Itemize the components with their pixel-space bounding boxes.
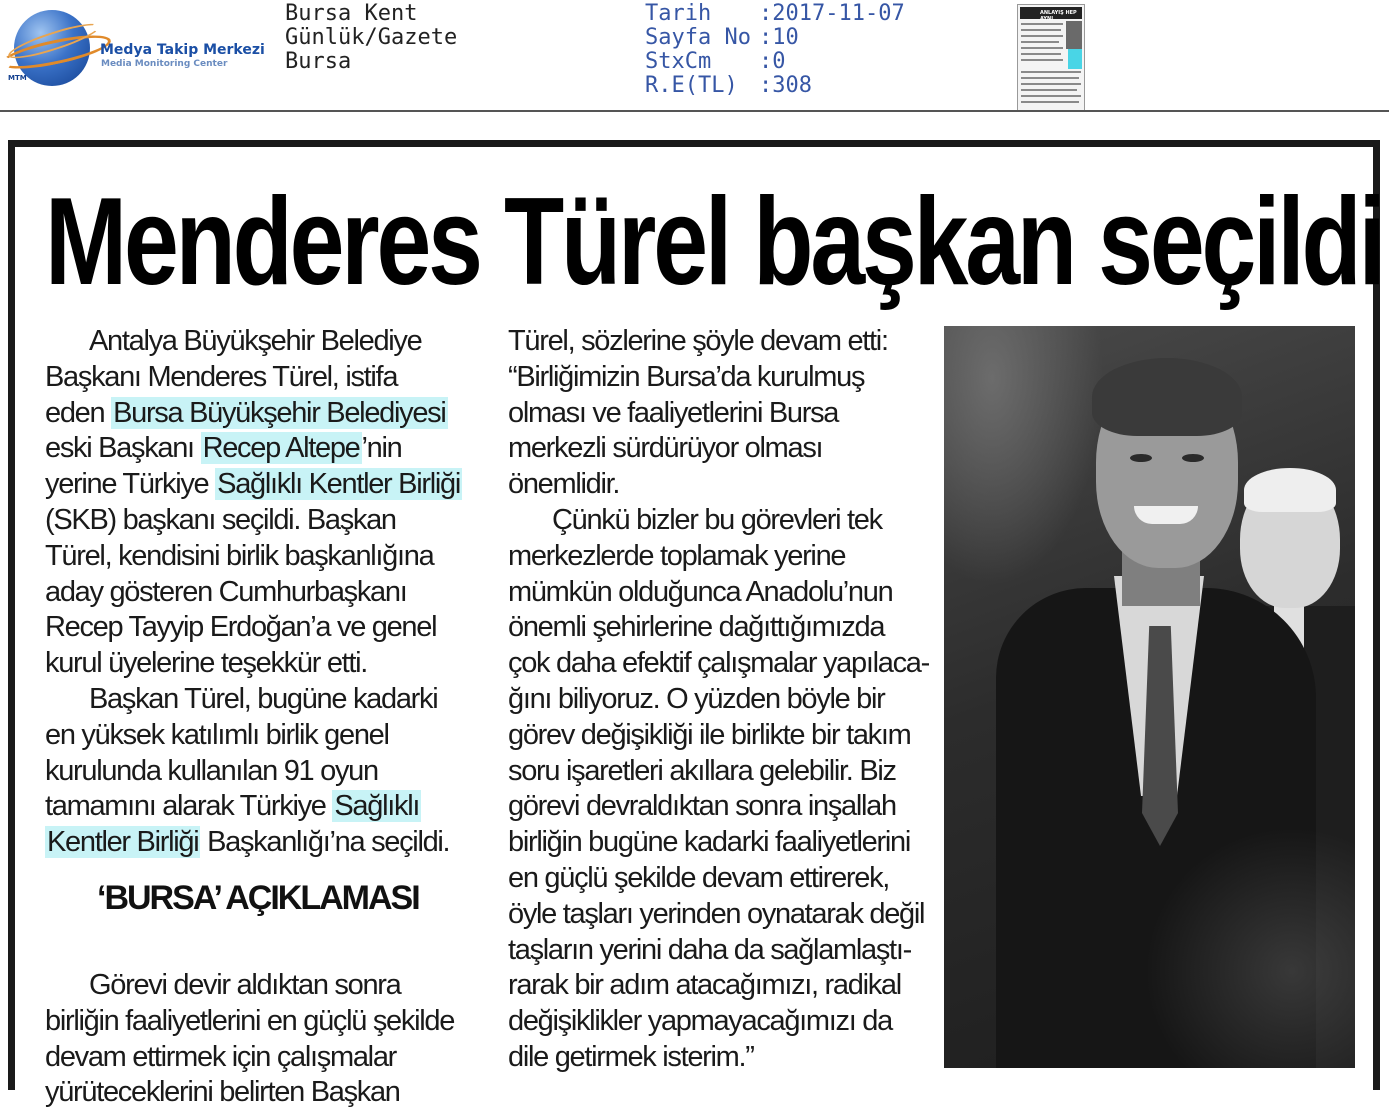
text-line: değişiklikler yapmayacağımızı da xyxy=(508,1005,892,1038)
text-line: merkezli sürdürüyor olması xyxy=(508,432,823,465)
text-line: soru işaretleri akıllara gelebilir. Biz xyxy=(508,754,896,787)
text-line: çok daha efektif çalışmalar yapılaca- xyxy=(508,647,929,680)
text-line: yürüteceklerini belirten Başkan xyxy=(45,1076,400,1109)
text-line xyxy=(45,431,495,467)
text-line: öyle taşları yerinden oynatarak değil xyxy=(508,897,925,930)
meta-value: :10 xyxy=(759,25,799,50)
text-run: yerine Türkiye xyxy=(45,468,216,501)
thumbnail-masthead xyxy=(1020,7,1082,22)
monitoring-header xyxy=(0,0,1389,112)
main-person-eye xyxy=(1130,454,1152,462)
text-line: Antalya Büyükşehir Belediye xyxy=(89,325,422,357)
logo-subtitle: Media Monitoring Center xyxy=(101,59,228,69)
thumbnail-text-line xyxy=(1021,47,1063,49)
text-line: dile getirmek isterim.” xyxy=(508,1040,754,1073)
text-line: en yüksek katılımlı birlik genel xyxy=(45,718,389,751)
highlighted-keyword: Bursa Büyükşehir Belediyesi xyxy=(113,396,446,429)
meta-label: StxCm xyxy=(645,49,712,74)
thumbnail-text-line xyxy=(1021,77,1079,79)
text-line: en güçlü şekilde devam ettirerek, xyxy=(508,861,890,894)
meta-value: :308 xyxy=(759,73,812,98)
thumbnail-text-line xyxy=(1021,71,1081,73)
main-person-eye xyxy=(1182,454,1204,462)
text-line: (SKB) başkanı seçildi. Başkan xyxy=(45,503,396,536)
article-clipping xyxy=(8,140,1383,1109)
text-run: Başkanlığı’na seçildi. xyxy=(200,826,450,859)
text-line: devam ettirmek için çalışmalar xyxy=(45,1040,396,1073)
meta-row-page xyxy=(645,26,905,50)
article-column-2 xyxy=(508,324,948,1076)
meta-value: :0 xyxy=(759,49,786,74)
publication-city: Bursa xyxy=(285,49,352,74)
highlighted-keyword: Sağlıklı Kentler Birliği xyxy=(217,468,460,501)
text-line: önemlidir. xyxy=(508,468,620,501)
thumbnail-text-line xyxy=(1021,101,1079,103)
clipping-meta xyxy=(645,2,905,98)
meta-row-ad-equivalent xyxy=(645,74,905,98)
background-person-hair xyxy=(1244,468,1336,512)
highlighted-keyword: Kentler Birliği xyxy=(47,826,199,859)
thumbnail-text-line xyxy=(1021,29,1061,31)
text-line: önemli şehirlerine dağıttığımızda xyxy=(508,611,885,644)
text-line: mümkün olduğunca Anadolu’nun xyxy=(508,575,893,608)
text-line: merkezlerde toplamak yerine xyxy=(508,539,846,572)
text-line: rarak bir adım atacağımızı, radikal xyxy=(508,969,901,1002)
publication-type: Günlük/Gazete xyxy=(285,25,458,50)
photo-light xyxy=(944,326,1104,586)
text-line xyxy=(45,467,495,503)
publication-name: Bursa Kent xyxy=(285,1,418,26)
thumbnail-text-line xyxy=(1021,35,1063,37)
text-line: görev değişikliği ile birlikte bir takım xyxy=(508,718,911,751)
highlighted-keyword: Sağlıklı xyxy=(334,790,420,823)
article-photo xyxy=(944,326,1355,1068)
text-run: eski Başkanı xyxy=(45,432,201,465)
mtm-logo xyxy=(0,2,282,94)
meta-row-date xyxy=(645,2,905,26)
article-headline: Menderes Türel başkan seçildi xyxy=(45,173,1383,311)
text-line: Görevi devir aldıktan sonra xyxy=(89,968,401,1001)
publication-info xyxy=(285,2,457,74)
text-line: Başkan Türel, bugüne kadarki xyxy=(89,682,438,715)
thumbnail-highlight xyxy=(1068,49,1082,69)
text-line: kurul üyelerine teşekkür etti. xyxy=(45,647,368,680)
text-run: tamamını alarak Türkiye xyxy=(45,790,333,823)
article-column-1 xyxy=(45,324,495,1111)
thumbnail-text-line xyxy=(1021,23,1063,25)
text-line: Türel, sözlerine şöyle devam etti: xyxy=(508,325,888,357)
thumbnail-text-line xyxy=(1021,89,1077,91)
text-line: birliğin faaliyetlerini en güçlü şekilde xyxy=(45,1004,455,1037)
text-line xyxy=(45,789,495,825)
text-run: eden xyxy=(45,396,112,429)
highlighted-keyword: Recep Altepe xyxy=(202,432,360,465)
thumbnail-headline: ANLAYIŞ HEP AYNI xyxy=(1040,10,1077,22)
logo-abbr: MTM xyxy=(8,74,27,82)
header-divider xyxy=(0,110,1389,112)
text-line: aday gösteren Cumhurbaşkanı xyxy=(45,575,407,608)
main-person-smile xyxy=(1134,506,1198,524)
text-line xyxy=(45,825,495,861)
text-line: Başkanı Menderes Türel, istifa xyxy=(45,360,398,393)
text-line: ğını biliyoruz. O yüzden böyle bir xyxy=(508,682,885,715)
text-line: Çünkü bizler bu görevleri tek xyxy=(552,503,882,536)
meta-value: :2017-11-07 xyxy=(759,1,905,26)
thumbnail-photo xyxy=(1066,21,1082,49)
main-person-hair xyxy=(1092,358,1242,436)
meta-label: R.E(TL) xyxy=(645,73,738,98)
text-line: görevi devraldıktan sonra inşallah xyxy=(508,790,896,823)
text-line: olması ve faaliyetlerini Bursa xyxy=(508,396,839,429)
page-thumbnail[interactable] xyxy=(1017,4,1085,111)
text-line: birliğin bugüne kadarki faaliyetlerini xyxy=(508,826,910,859)
text-line: Türel, kendisini birlik başkanlığına xyxy=(45,539,434,572)
meta-label: Sayfa No xyxy=(645,25,751,50)
thumbnail-text-line xyxy=(1021,95,1081,97)
meta-label: Tarih xyxy=(645,1,712,26)
photo-shading xyxy=(1144,826,1355,1068)
text-run: ’nin xyxy=(361,432,402,465)
meta-row-stxcm xyxy=(645,50,905,74)
text-line: taşların yerini daha da sağlamlaştı- xyxy=(508,933,911,966)
article-subhead: ‘BURSA’ AÇIKLAMASI xyxy=(97,879,419,917)
thumbnail-text-line xyxy=(1021,83,1081,85)
thumbnail-text-line xyxy=(1021,59,1063,61)
text-line xyxy=(45,396,495,432)
text-line: “Birliğimizin Bursa’da kurulmuş xyxy=(508,360,865,393)
thumbnail-text-line xyxy=(1021,53,1061,55)
text-line: kurulunda kullanılan 91 oyun xyxy=(45,754,378,787)
logo-title: Medya Takip Merkezi xyxy=(100,42,265,58)
thumbnail-text-line xyxy=(1021,41,1059,43)
text-line: Recep Tayyip Erdoğan’a ve genel xyxy=(45,611,437,644)
